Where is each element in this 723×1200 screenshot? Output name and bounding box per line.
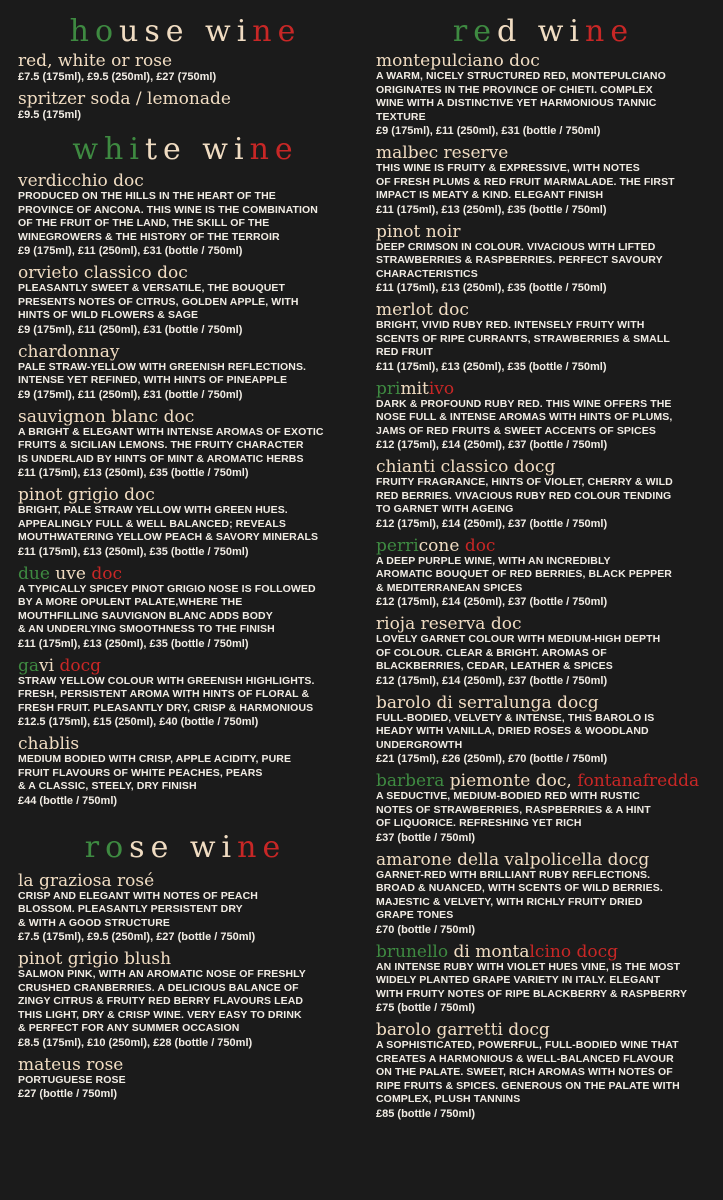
wine-name-segment: cone: [418, 535, 465, 556]
wine-description-line: BRIGHT, VIVID RUBY RED. INTENSELY FRUITY WITH: [376, 319, 645, 331]
wine-description-line: A TYPICALLY SPICEY PINOT GRIGIO NOSE IS FOLLOWED: [18, 582, 316, 595]
wine-description-line: A SEDUCTIVE, MEDIUM-BODIED RED WITH RUSTIC: [376, 790, 640, 802]
wine-price: £8.5 (175ml), £10 (250ml), £28 (bottle / 750ml): [18, 1036, 253, 1049]
wine-name-segment: pinot grigio blush: [18, 949, 172, 969]
title-segment: te wi: [144, 132, 250, 167]
wine-name: [18, 950, 353, 968]
red-wine-section: [376, 14, 711, 1121]
wine-name: [376, 52, 711, 70]
wine-description-line: WITH FRUITY NOTES OF RIPE BLACKBERRY & RASPBERRY: [376, 987, 688, 1000]
wine-name-segment: merlot doc: [376, 300, 469, 320]
wine-item: [18, 1056, 353, 1102]
wine-name-segment: sauvignon blanc doc: [18, 406, 195, 427]
wine-description-line: PRODUCED ON THE HILLS IN THE HEART OF THE: [18, 190, 276, 202]
wine-description-line: BLACKBERRIES, CEDAR, LEATHER & SPICES: [376, 660, 613, 672]
house-wine-title: [18, 14, 353, 50]
wine-name: [376, 772, 711, 790]
wine-name-segment: mateus rose: [18, 1054, 124, 1075]
wine-name-segment: chardonnay: [18, 341, 120, 362]
wine-description-line: AN INTENSE RUBY WITH VIOLET HUES VINE, IS THE MOST: [376, 960, 681, 973]
wine-item: [376, 1021, 711, 1121]
wine-name-segment: barbera: [376, 771, 450, 791]
wine-name: [376, 144, 711, 162]
wine-description-line: APPEALINGLY FULL & WELL BALANCED; REVEALS: [18, 517, 286, 530]
wine-description-line: PORTUGUESE ROSE: [18, 1073, 126, 1086]
red-wine-list: [376, 52, 711, 1121]
wine-name-segment: pinot noir: [376, 221, 461, 242]
wine-price: £11 (175ml), £13 (250ml), £35 (bottle / 750ml): [376, 360, 607, 373]
wine-description-line: INTENSE YET REFINED, WITH HINTS OF PINEAPPLE: [18, 374, 288, 386]
wine-item: [18, 408, 353, 481]
wine-item: [376, 380, 711, 453]
wine-description-line: MEDIUM BODIED WITH CRISP, APPLE ACIDITY, PURE: [18, 753, 292, 765]
wine-item: [376, 615, 711, 688]
wine-description-line: & MEDITERRANEAN SPICES: [376, 581, 523, 594]
wine-description-line: PALE STRAW-YELLOW WITH GREENISH REFLECTIONS.: [18, 360, 307, 373]
rose-wine-title: [18, 830, 353, 866]
wine-price: £11 (175ml), £13 (250ml), £35 (bottle / 750ml): [18, 467, 249, 479]
wine-description-line: MOUTHWATERING YELLOW PEACH & SAVORY MINERALS: [18, 531, 319, 543]
wine-name: [18, 735, 353, 753]
wine-item: [18, 735, 353, 808]
house-wine-list: [18, 52, 353, 122]
wine-description-line: ON THE PALATE. SWEET, RICH AROMAS WITH NOTES OF: [376, 1066, 673, 1078]
wine-description-line: WIDELY PLANTED GRAPE VARIETY IN ITALY. ELEGANT: [376, 974, 661, 986]
wine-name-segment: docg: [59, 655, 102, 676]
wine-description-line: FRUIT FLAVOURS OF WHITE PEACHES, PEARS: [18, 766, 263, 779]
wine-name-segment: uve: [55, 563, 92, 584]
wine-description-line: NOSE FULL & INTENSE AROMAS WITH HINTS OF PLUMS,: [376, 411, 673, 423]
wine-name-segment: rioja reserva doc: [376, 614, 522, 634]
wine-description-line: OF LIQUORICE. REFRESHING YET RICH: [376, 817, 582, 829]
wine-name-segment: amarone della valpolicella docg: [376, 849, 650, 870]
wine-description-line: A DEEP PURPLE WINE, WITH AN INCREDIBLY: [376, 554, 611, 567]
wine-description-line: AROMATIC BOUQUET OF RED BERRIES, BLACK PEPPER: [376, 568, 672, 580]
wine-name-segment: due: [18, 563, 56, 584]
wine-description-line: GARNET-RED WITH BRILLIANT RUBY REFLECTIONS.: [376, 868, 651, 881]
wine-name: [18, 657, 353, 675]
left-column: [18, 0, 353, 1107]
wine-description-line: SCENTS OF RIPE CURRANTS, STRAWBERRIES & SMALL: [376, 332, 670, 345]
wine-name-segment: la graziosa rosé: [18, 870, 155, 891]
wine-description-line: PROVINCE OF ANCONA. THIS WINE IS THE COMBINATION: [18, 203, 318, 216]
wine-price: £12 (175ml), £14 (250ml), £37 (bottle / 750ml): [376, 439, 608, 451]
wine-name: [18, 90, 353, 108]
wine-name: [376, 694, 711, 712]
wine-price: £7.5 (175ml), £9.5 (250ml), £27 (750ml): [18, 71, 217, 83]
wine-description-line: A WARM, NICELY STRUCTURED RED, MONTEPULCIANO: [376, 70, 666, 82]
wine-name-segment: verdicchio doc: [18, 171, 144, 191]
wine-price: £11 (175ml), £13 (250ml), £35 (bottle / 750ml): [18, 545, 249, 558]
wine-item: [376, 851, 711, 937]
wine-name: [376, 615, 711, 633]
wine-name: [18, 172, 353, 190]
wine-description-line: STRAWBERRIES & RASPBERRIES. PERFECT SAVOURY: [376, 254, 663, 266]
title-segment: ne: [252, 14, 302, 49]
wine-description-line: CREATES A HARMONIOUS & WELL-BALANCED FLAVOUR: [376, 1052, 674, 1065]
wine-description-line: CRISP AND ELEGANT WITH NOTES OF PEACH: [18, 889, 258, 902]
wine-description-line: RED FRUIT: [376, 346, 433, 358]
wine-description-line: HEADY WITH VANILLA, DRIED ROSES & WOODLAND: [376, 725, 649, 737]
wine-price: £12 (175ml), £14 (250ml), £37 (bottle / 750ml): [376, 517, 608, 530]
wine-name-segment: pinot grigio doc: [18, 485, 155, 505]
wine-description-line: IS UNDERLAID BY HINTS OF MINT & AROMATIC HERBS: [18, 452, 304, 465]
wine-name: [18, 1056, 353, 1074]
wine-description-line: GRAPE TONES: [376, 909, 454, 921]
wine-name-segment: malbec reserve: [376, 143, 509, 163]
wine-price: £11 (175ml), £13 (250ml), £35 (bottle / 750ml): [376, 203, 607, 216]
title-segment: d wi: [497, 14, 586, 49]
wine-price: £9.5 (175ml): [18, 109, 81, 121]
wine-name: [18, 343, 353, 361]
wine-name-segment: chianti classico docg: [376, 457, 556, 477]
wine-name: [376, 301, 711, 319]
wine-item: [376, 52, 711, 138]
wine-description-line: BLOSSOM. PLEASANTLY PERSISTENT DRY: [18, 903, 243, 915]
wine-description-line: NOTES OF STRAWBERRIES, RASPBERRIES & A HINT: [376, 803, 651, 816]
wine-item: [18, 90, 353, 122]
wine-description-line: IMPACT IS MEATY & KIND. ELEGANT FINISH: [376, 189, 604, 201]
wine-name-segment: montepulciano doc: [376, 51, 540, 71]
wine-item: [18, 565, 353, 651]
title-segment: ne: [585, 14, 635, 49]
title-segment: se wi: [129, 829, 238, 865]
wine-price: £7.5 (175ml), £9.5 (250ml), £27 (bottle / 750ml): [18, 931, 256, 943]
wine-description-line: DEEP CRIMSON IN COLOUR. VIVACIOUS WITH LIFTED: [376, 240, 656, 253]
wine-item: [18, 950, 353, 1050]
wine-description-line: PLEASANTLY SWEET & VERSATILE, THE BOUQUET: [18, 282, 286, 294]
wine-description-line: DARK & PROFOUND RUBY RED. THIS WINE OFFERS THE: [376, 397, 672, 410]
title-segment: ne: [237, 829, 287, 865]
wine-item: [18, 486, 353, 559]
wine-description-line: & PERFECT FOR ANY SUMMER OCCASION: [18, 1022, 240, 1034]
title-segment: re: [452, 14, 497, 49]
house-wine-section: [18, 14, 353, 122]
wine-description-line: A BRIGHT & ELEGANT WITH INTENSE AROMAS OF EXOTIC: [18, 425, 324, 438]
wine-item: [18, 872, 353, 945]
wine-name-segment: pri: [376, 378, 401, 399]
wine-name-segment: piemonte doc,: [449, 771, 578, 791]
wine-name-segment: barolo garretti docg: [376, 1020, 550, 1040]
title-segment: ne: [249, 132, 299, 167]
wine-description-line: BROAD & NUANCED, WITH SCENTS OF WILD BERRIES.: [376, 882, 663, 894]
wine-description-line: FRESH FRUIT. PLEASANTLY DRY, CRISP & HARMONIOUS: [18, 701, 314, 714]
wine-item: [376, 772, 711, 845]
wine-name-segment: doc: [91, 563, 122, 584]
wine-name-segment: di monta: [453, 941, 530, 962]
wine-description-line: FRESH, PERSISTENT AROMA WITH HINTS OF FLORAL &: [18, 688, 310, 700]
wine-name-segment: red, white or rose: [18, 51, 173, 71]
wine-description-line: A SOPHISTICATED, POWERFUL, FULL-BODIED WINE THAT: [376, 1039, 679, 1051]
wine-description-line: LOVELY GARNET COLOUR WITH MEDIUM-HIGH DEPTH: [376, 633, 661, 645]
wine-name: [18, 486, 353, 504]
wine-price: £27 (bottle / 750ml): [18, 1088, 118, 1100]
wine-price: £85 (bottle / 750ml): [376, 1107, 476, 1120]
wine-description-line: WINE WITH A DISTINCTIVE YET HARMONIOUS TANNIC: [376, 97, 657, 109]
wine-description-line: OF THE FRUIT OF THE LAND, THE SKILL OF THE: [18, 217, 270, 229]
wine-description-line: STRAW YELLOW COLOUR WITH GREENISH HIGHLIGHTS.: [18, 674, 315, 687]
wine-item: [18, 172, 353, 258]
wine-name: [376, 537, 711, 555]
wine-name-segment: vi: [39, 655, 60, 676]
title-segment: whi: [72, 132, 145, 167]
title-segment: ho: [69, 14, 120, 49]
wine-name-segment: brunello: [376, 941, 454, 962]
wine-name: [376, 458, 711, 476]
wine-description-line: CHARACTERISTICS: [376, 267, 478, 280]
wine-item: [376, 301, 711, 374]
wine-name-segment: ga: [18, 655, 40, 676]
wine-name: [18, 264, 353, 282]
wine-description-line: MAJESTIC & VELVETY, WITH RICHLY FRUITY DRIED: [376, 895, 643, 908]
wine-description-line: & WITH A GOOD STRUCTURE: [18, 916, 171, 929]
wine-description-line: OF FRESH PLUMS & RED FRUIT MARMALADE. THE FIRST: [376, 175, 675, 188]
wine-description-line: BY A MORE OPULENT PALATE,WHERE THE: [18, 596, 243, 608]
wine-name: [18, 52, 353, 70]
wine-item: [376, 223, 711, 296]
wine-description-line: COMPLEX, PLUSH TANNINS: [376, 1093, 521, 1105]
wine-price: £9 (175ml), £11 (250ml), £31 (bottle / 750ml): [18, 245, 243, 257]
wine-item: [18, 52, 353, 84]
wine-item: [18, 343, 353, 402]
wine-description-line: ZINGY CITRUS & FRUITY RED BERRY FLAVOURS LEAD: [18, 995, 304, 1007]
wine-description-line: SALMON PINK, WITH AN AROMATIC NOSE OF FRESHLY: [18, 968, 306, 980]
wine-item: [376, 943, 711, 1016]
wine-description-line: THIS WINE IS FRUITY & EXPRESSIVE, WITH NOTES: [376, 162, 640, 174]
wine-price: £12 (175ml), £14 (250ml), £37 (bottle / 750ml): [376, 596, 608, 608]
wine-item: [376, 537, 711, 610]
wine-price: £12.5 (175ml), £15 (250ml), £40 (bottle / 750ml): [18, 716, 259, 728]
wine-description-line: FULL-BODIED, VELVETY & INTENSE, THIS BAROLO IS: [376, 711, 655, 724]
wine-price: £9 (175ml), £11 (250ml), £31 (bottle / 750ml): [18, 323, 243, 336]
wine-description-line: & A CLASSIC, STEELY, DRY FINISH: [18, 780, 197, 792]
wine-name: [376, 851, 711, 869]
wine-price: £21 (175ml), £26 (250ml), £70 (bottle / 750ml): [376, 753, 608, 765]
wine-item: [376, 144, 711, 217]
wine-name: [18, 408, 353, 426]
wine-description-line: FRUITS & SICILIAN LEMONS. THE FRUITY CHARACTER: [18, 439, 304, 451]
wine-description-line: WINEGROWERS & THE HISTORY OF THE TERROIR: [18, 230, 280, 243]
wine-name-segment: orvieto classico doc: [18, 263, 188, 283]
wine-description-line: CRUSHED CRANBERRIES. A DELICIOUS BALANCE OF: [18, 981, 299, 994]
wine-name-segment: doc: [464, 535, 496, 556]
wine-price: £44 (bottle / 750ml): [18, 794, 118, 807]
wine-price: £70 (bottle / 750ml): [376, 923, 476, 936]
wine-description-line: RED BERRIES. VIVACIOUS RUBY RED COLOUR TENDING: [376, 489, 672, 502]
wine-name-segment: mit: [400, 378, 429, 399]
wine-description-line: BRIGHT, PALE STRAW YELLOW WITH GREEN HUES.: [18, 504, 288, 516]
wine-item: [376, 694, 711, 767]
wine-description-line: OF COLOUR. CLEAR & BRIGHT. AROMAS OF: [376, 646, 607, 659]
right-column: [376, 0, 711, 1127]
wine-description-line: MOUTHFILLING SAUVIGNON BLANC ADDS BODY: [18, 609, 273, 622]
wine-description-line: & AN UNDERLYING SMOOTHNESS TO THE FINISH: [18, 623, 275, 635]
wine-price: £75 (bottle / 750ml): [376, 1002, 476, 1014]
wine-name: [376, 223, 711, 241]
wine-name-segment: perri: [376, 535, 419, 556]
wine-name: [18, 872, 353, 890]
wine-item: [18, 657, 353, 730]
wine-item: [18, 264, 353, 337]
wine-price: £9 (175ml), £11 (250ml), £31 (bottle / 750ml): [18, 388, 243, 401]
wine-description-line: TO GARNET WITH AGEING: [376, 503, 514, 515]
wine-name-segment: spritzer soda / lemonade: [18, 89, 231, 109]
wine-description-line: PRESENTS NOTES OF CITRUS, GOLDEN APPLE, WITH: [18, 295, 299, 308]
wine-description-line: JAMS OF RED FRUITS & SWEET ACCENTS OF SPICES: [376, 424, 656, 437]
wine-description-line: ORIGINATES IN THE PROVINCE OF CHIETI. COMPLEX: [376, 83, 653, 96]
white-wine-section: [18, 132, 353, 808]
wine-name: [376, 1021, 711, 1039]
title-segment: ro: [84, 829, 130, 865]
red-wine-title: [376, 14, 711, 50]
wine-name-segment: barolo di serralunga docg: [376, 692, 599, 713]
wine-description-line: UNDERGROWTH: [376, 738, 463, 751]
white-wine-list: [18, 172, 353, 808]
white-wine-title: [18, 132, 353, 168]
wine-price: £11 (175ml), £13 (250ml), £35 (bottle / 750ml): [18, 637, 249, 650]
wine-name-segment: lcino docg: [529, 941, 618, 962]
rose-wine-section: [18, 830, 353, 1102]
wine-name-segment: ivo: [428, 378, 455, 399]
wine-description-line: RIPE FRUITS & SPICES. GENEROUS ON THE PALATE WITH: [376, 1079, 680, 1092]
wine-description-line: THIS LIGHT, DRY & CRISP WINE. VERY EASY TO DRINK: [18, 1008, 302, 1021]
wine-item: [376, 458, 711, 531]
title-segment: use wi: [119, 14, 253, 49]
wine-price: £9 (175ml), £11 (250ml), £31 (bottle / 750ml): [376, 125, 601, 137]
wine-name: [376, 380, 711, 398]
wine-price: £11 (175ml), £13 (250ml), £35 (bottle / 750ml): [376, 282, 607, 294]
wine-price: £12 (175ml), £14 (250ml), £37 (bottle / 750ml): [376, 674, 608, 687]
wine-description-line: HINTS OF WILD FLOWERS & SAGE: [18, 309, 199, 321]
rose-wine-list: [18, 872, 353, 1102]
wine-description-line: FRUITY FRAGRANCE, HINTS OF VIOLET, CHERRY & WILD: [376, 476, 673, 488]
wine-name: [18, 565, 353, 583]
wine-name: [376, 943, 711, 961]
wine-price: £37 (bottle / 750ml): [376, 831, 476, 844]
wine-description-line: TEXTURE: [376, 110, 426, 123]
wine-name-segment: chablis: [18, 734, 80, 754]
wine-name-segment: fontanafredda: [577, 771, 700, 791]
